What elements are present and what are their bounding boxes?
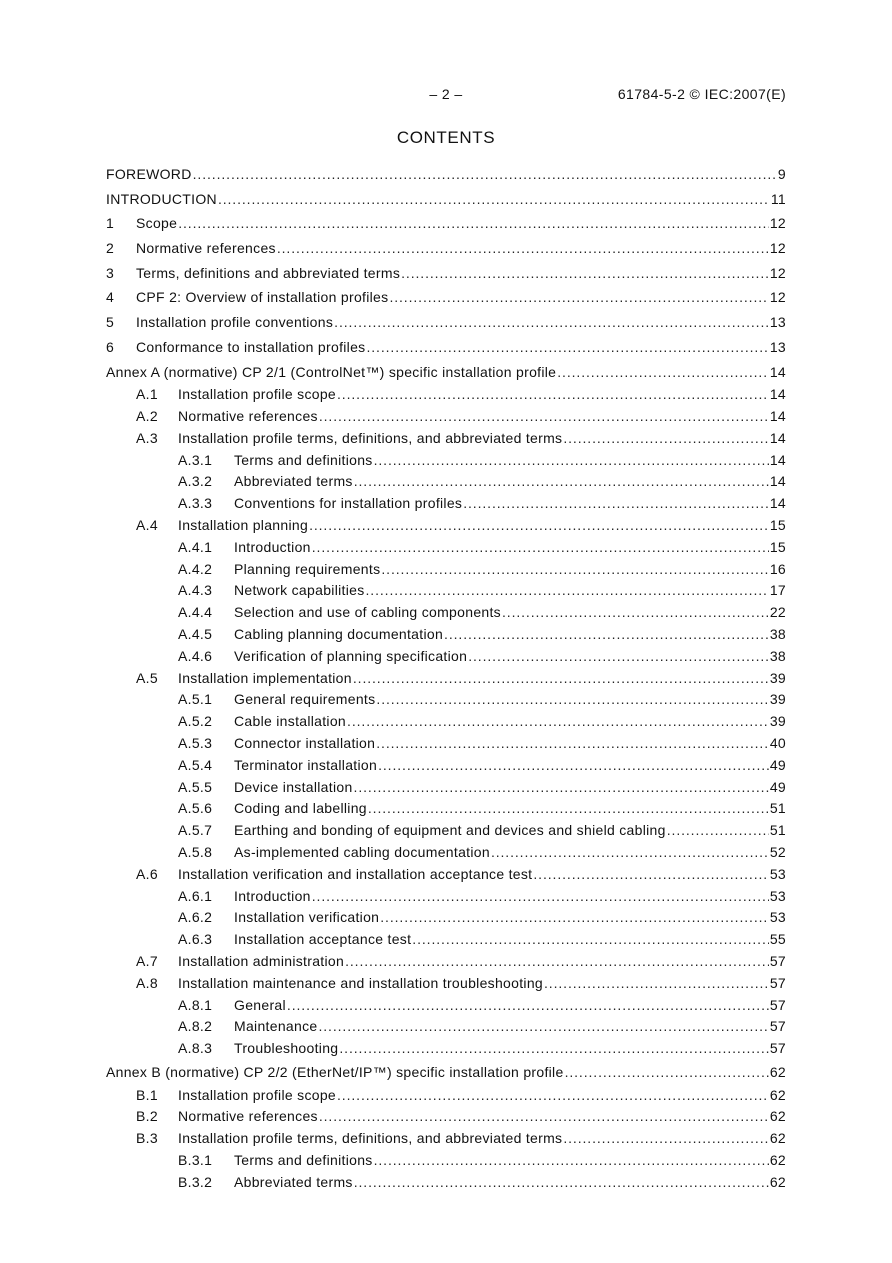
toc-entry-number: A.4.4 (178, 604, 213, 621)
toc-entry-page: 14 (769, 473, 786, 490)
toc-entry-number: A.8.2 (178, 1018, 213, 1035)
toc-entry[interactable] (106, 646, 786, 668)
toc-entry-title: Installation profile scope (178, 1086, 336, 1103)
toc-entry[interactable] (106, 951, 786, 973)
toc-entry-number: 4 (106, 289, 115, 306)
toc-entry-title: Normative references (178, 1108, 318, 1125)
toc-entry-title: General requirements (234, 691, 376, 708)
toc-dot-leader (563, 428, 768, 450)
toc-entry-page: 62 (769, 1086, 786, 1103)
toc-dot-leader (339, 1038, 768, 1060)
toc-entry-title: Installation profile scope (178, 386, 336, 403)
toc-dot-leader (374, 450, 769, 472)
toc-entry-title: Installation profile conventions (136, 314, 334, 331)
document-reference: 61784-5-2 © IEC:2007(E) (617, 86, 786, 102)
toc-entry-number: A.6.1 (178, 887, 213, 904)
toc-entry[interactable] (106, 842, 786, 864)
toc-entry-title: Cabling planning documentation (234, 625, 444, 642)
toc-entry-number: A.8.3 (178, 1040, 213, 1057)
toc-entry[interactable] (106, 755, 786, 777)
toc-entry[interactable] (106, 580, 786, 602)
page-number: – 2 – (429, 86, 463, 102)
toc-entry[interactable] (106, 236, 786, 261)
toc-dot-leader (318, 1016, 768, 1038)
toc-entry-page: 53 (769, 887, 786, 904)
toc-entry-title: Conformance to installation profiles (136, 338, 366, 355)
toc-dot-leader (354, 777, 769, 799)
toc-dot-leader (502, 602, 769, 624)
toc-entry-number: 5 (106, 314, 115, 331)
toc-entry-number: A.5.3 (178, 734, 213, 751)
toc-entry-page: 38 (769, 647, 786, 664)
toc-entry-page: 12 (769, 289, 786, 306)
toc-entry[interactable] (106, 285, 786, 310)
toc-entry-page: 14 (769, 429, 786, 446)
toc-entry-number: A.5.6 (178, 800, 213, 817)
toc-dot-leader (374, 1150, 769, 1172)
toc-entry-page: 14 (769, 363, 786, 380)
toc-dot-leader (334, 310, 769, 335)
toc-entry[interactable] (106, 798, 786, 820)
toc-entry[interactable] (106, 428, 786, 450)
toc-dot-leader (389, 285, 768, 310)
toc-entry-page: 52 (769, 843, 786, 860)
toc-entry-page: 12 (769, 264, 786, 281)
toc-entry-page: 57 (769, 996, 786, 1013)
toc-entry-title: Annex A (normative) CP 2/1 (ControlNet™) specific installation profile (106, 363, 557, 380)
toc-dot-leader (312, 886, 769, 908)
toc-entry-page: 57 (769, 1018, 786, 1035)
toc-entry-number: A.3.3 (178, 495, 213, 512)
toc-entry-title: Installation profile terms, definitions, and abbreviated terms (178, 1130, 563, 1147)
toc-entry-number: A.4.1 (178, 538, 213, 555)
toc-entry[interactable] (106, 886, 786, 908)
toc-entry-page: 62 (769, 1108, 786, 1125)
toc-dot-leader (309, 515, 769, 537)
toc-dot-leader (667, 820, 769, 842)
toc-dot-leader (376, 733, 769, 755)
toc-entry-number: A.5.4 (178, 756, 213, 773)
toc-entry-number: B.3.2 (178, 1173, 213, 1190)
toc-entry-title: General (234, 996, 286, 1013)
toc-entry-page: 39 (769, 669, 786, 686)
toc-entry-number: 3 (106, 264, 115, 281)
toc-entry-title: Introduction (234, 538, 311, 555)
toc-entry[interactable] (106, 1128, 786, 1150)
toc-entry-page: 22 (769, 604, 786, 621)
toc-entry-title: Installation acceptance test (234, 931, 412, 948)
toc-entry-page: 14 (769, 386, 786, 403)
toc-entry-page: 57 (769, 1040, 786, 1057)
toc-entry[interactable] (106, 929, 786, 951)
toc-entry[interactable] (106, 733, 786, 755)
toc-dot-leader (557, 360, 769, 385)
toc-entry-number: A.6 (136, 865, 158, 882)
toc-entry-title: Terms, definitions and abbreviated terms (136, 264, 401, 281)
toc-entry[interactable] (106, 907, 786, 929)
toc-entry-title: Installation administration (178, 952, 345, 969)
toc-dot-leader (312, 537, 769, 559)
toc-entry-number: A.6.3 (178, 931, 213, 948)
toc-entry-title: Coding and labelling (234, 800, 367, 817)
toc-dot-leader (337, 1085, 769, 1107)
toc-entry[interactable] (106, 360, 786, 385)
toc-entry-number: B.3 (136, 1130, 158, 1147)
toc-entry-title: Verification of planning specification (234, 647, 468, 664)
toc-entry-page: 14 (769, 451, 786, 468)
toc-entry-title: Terms and definitions (234, 1151, 373, 1168)
toc-entry-title: Installation maintenance and installation troubleshooting (178, 974, 544, 991)
toc-entry-title: Installation implementation (178, 669, 352, 686)
toc-entry[interactable] (106, 406, 786, 428)
toc-entry[interactable] (106, 471, 786, 493)
toc-entry-title: Abbreviated terms (234, 473, 353, 490)
toc-entry[interactable] (106, 864, 786, 886)
toc-entry-title: Network capabilities (234, 582, 365, 599)
toc-entry[interactable] (106, 310, 786, 335)
toc-entry-number: A.4.2 (178, 560, 213, 577)
toc-entry[interactable] (106, 384, 786, 406)
toc-entry-title: CPF 2: Overview of installation profiles (136, 289, 389, 306)
toc-entry[interactable] (106, 211, 786, 236)
toc-entry-title: Terminator installation (234, 756, 378, 773)
toc-entry-page: 53 (769, 909, 786, 926)
toc-entry-title: Planning requirements (234, 560, 381, 577)
toc-entry-number: 2 (106, 240, 115, 257)
toc-entry-page: 15 (769, 538, 786, 555)
toc-entry-page: 57 (769, 952, 786, 969)
toc-dot-leader (345, 951, 769, 973)
toc-entry-page: 14 (769, 407, 786, 424)
toc-entry-number: A.5.1 (178, 691, 213, 708)
toc-dot-leader (544, 973, 769, 995)
toc-entry-number: A.8 (136, 974, 158, 991)
toc-entry-number: A.3.2 (178, 473, 213, 490)
toc-entry-number: A.5.7 (178, 822, 213, 839)
toc-entry-number: 6 (106, 338, 115, 355)
toc-entry-page: 14 (769, 495, 786, 512)
toc-entry-title: Introduction (234, 887, 311, 904)
toc-entry[interactable] (106, 1016, 786, 1038)
toc-entry[interactable] (106, 1085, 786, 1107)
toc-entry-page: 39 (769, 691, 786, 708)
toc-dot-leader (376, 689, 768, 711)
toc-dot-leader (366, 580, 769, 602)
toc-entry-title: Cable installation (234, 713, 347, 730)
toc-entry[interactable] (106, 515, 786, 537)
toc-dot-leader (533, 864, 768, 886)
toc-entry-page: 11 (770, 190, 786, 207)
toc-entry-title: Connector installation (234, 734, 376, 751)
toc-entry-title: Normative references (136, 240, 276, 257)
toc-entry-page: 16 (769, 560, 786, 577)
toc-entry[interactable] (106, 973, 786, 995)
toc-entry[interactable] (106, 1150, 786, 1172)
toc-entry-page: 51 (769, 800, 786, 817)
toc-entry-title: Abbreviated terms (234, 1173, 353, 1190)
toc-entry[interactable] (106, 624, 786, 646)
toc-dot-leader (319, 1106, 769, 1128)
toc-dot-leader (412, 929, 769, 951)
toc-entry[interactable] (106, 450, 786, 472)
toc-dot-leader (380, 907, 769, 929)
toc-entry-number: A.1 (136, 386, 158, 403)
toc-entry[interactable] (106, 995, 786, 1017)
toc-entry-title: Annex B (normative) CP 2/2 (EtherNet/IP™) specific installation profile (106, 1063, 564, 1080)
toc-entry-page: 51 (769, 822, 786, 839)
toc-dot-leader (337, 384, 769, 406)
toc-entry[interactable] (106, 668, 786, 690)
toc-entry-page: 62 (769, 1173, 786, 1190)
toc-entry[interactable] (106, 1060, 786, 1085)
toc-entry-page: 49 (769, 778, 786, 795)
toc-dot-leader (401, 261, 769, 286)
toc-entry[interactable] (106, 261, 786, 286)
toc-entry[interactable] (106, 162, 786, 187)
toc-entry-page: 15 (769, 516, 786, 533)
toc-entry-number: A.4.5 (178, 625, 213, 642)
toc-entry-page: 13 (769, 314, 786, 331)
toc-dot-leader (347, 711, 769, 733)
toc-entry-title: Installation profile terms, definitions, and abbreviated terms (178, 429, 563, 446)
toc-entry-page: 12 (769, 215, 786, 232)
toc-entry-number: A.5.2 (178, 713, 213, 730)
toc-entry-number: A.4.3 (178, 582, 213, 599)
toc-entry[interactable] (106, 493, 786, 515)
toc-entry-title: Terms and definitions (234, 451, 373, 468)
toc-entry-page: 62 (769, 1063, 786, 1080)
toc-dot-leader (565, 1060, 769, 1085)
toc-entry-page: 9 (777, 166, 786, 182)
toc-entry-number: A.5.8 (178, 843, 213, 860)
toc-dot-leader (491, 842, 769, 864)
toc-dot-leader (463, 493, 769, 515)
toc-entry[interactable] (106, 602, 786, 624)
toc-dot-leader (563, 1128, 768, 1150)
toc-entry-title: Installation verification and installation acceptance test (178, 865, 533, 882)
toc-entry-title: As-implemented cabling documentation (234, 843, 490, 860)
toc-entry-number: B.2 (136, 1108, 158, 1125)
toc-entry-title: Earthing and bonding of equipment and devices and shield cabling (234, 822, 666, 839)
toc-dot-leader (368, 798, 769, 820)
toc-entry[interactable] (106, 689, 786, 711)
toc-dot-leader (218, 187, 770, 212)
toc-entry-number: B.1 (136, 1086, 158, 1103)
toc-entry-title: Maintenance (234, 1018, 318, 1035)
toc-entry-page: 55 (769, 931, 786, 948)
toc-entry-title: Installation planning (178, 516, 309, 533)
toc-entry[interactable] (106, 820, 786, 842)
toc-entry-number: A.6.2 (178, 909, 213, 926)
toc-entry[interactable] (106, 1038, 786, 1060)
toc-entry-number: A.3 (136, 429, 158, 446)
toc-entry-title: INTRODUCTION (106, 190, 217, 207)
toc-dot-leader (353, 668, 769, 690)
toc-entry-page: 39 (769, 713, 786, 730)
toc-entry-page: 40 (769, 734, 786, 751)
toc-entry[interactable] (106, 187, 786, 212)
toc-entry-number: A.7 (136, 952, 158, 969)
toc-entry[interactable] (106, 711, 786, 733)
toc-entry-number: A.5 (136, 669, 158, 686)
toc-dot-leader (354, 471, 769, 493)
toc-entry[interactable] (106, 777, 786, 799)
toc-dot-leader (378, 755, 769, 777)
toc-dot-leader (193, 162, 777, 187)
toc-dot-leader (366, 335, 768, 360)
toc-dot-leader (444, 624, 769, 646)
toc-entry-title: Normative references (178, 407, 318, 424)
toc-entry-title: Installation verification (234, 909, 380, 926)
toc-dot-leader (319, 406, 769, 428)
toc-entry-page: 57 (769, 974, 786, 991)
toc-entry-number: A.8.1 (178, 996, 213, 1013)
toc-entry[interactable] (106, 537, 786, 559)
contents-title: CONTENTS (396, 128, 496, 147)
toc-dot-leader (178, 211, 769, 236)
toc-entry-number: A.4.6 (178, 647, 213, 664)
toc-entry-number: A.4 (136, 516, 158, 533)
toc-entry-title: Troubleshooting (234, 1040, 339, 1057)
toc-entry-page: 12 (769, 240, 786, 257)
toc-entry-page: 13 (769, 338, 786, 355)
toc-entry-page: 62 (769, 1130, 786, 1147)
toc-entry[interactable] (106, 1106, 786, 1128)
toc-dot-leader (287, 995, 769, 1017)
toc-entry-title: Conventions for installation profiles (234, 495, 463, 512)
toc-entry-page: 49 (769, 756, 786, 773)
toc-entry-number: 1 (106, 215, 115, 232)
toc-entry[interactable] (106, 559, 786, 581)
toc-entry-page: 38 (769, 625, 786, 642)
toc-entry-title: Scope (136, 215, 178, 232)
toc-entry-page: 62 (769, 1151, 786, 1168)
toc-dot-leader (354, 1172, 769, 1194)
toc-entry-number: B.3.1 (178, 1151, 213, 1168)
toc-entry-number: A.3.1 (178, 451, 213, 468)
toc-entry-title: FOREWORD (106, 166, 192, 182)
toc-dot-leader (468, 646, 769, 668)
table-of-contents (106, 162, 786, 1194)
toc-dot-leader (381, 559, 768, 581)
toc-entry[interactable] (106, 335, 786, 360)
toc-entry-title: Selection and use of cabling components (234, 604, 501, 621)
toc-entry-number: A.5.5 (178, 778, 213, 795)
page-header (0, 86, 892, 106)
toc-entry-page: 53 (769, 865, 786, 882)
toc-entry-title: Device installation (234, 778, 353, 795)
toc-entry-page: 17 (769, 582, 786, 599)
toc-entry[interactable] (106, 1172, 786, 1194)
toc-entry-number: A.2 (136, 407, 158, 424)
toc-dot-leader (277, 236, 769, 261)
